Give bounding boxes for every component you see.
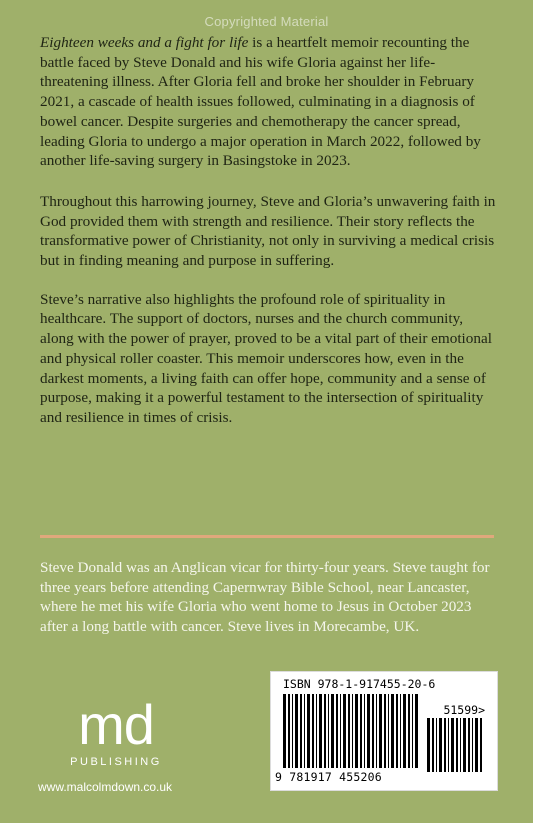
blurb-paragraph-1-text: is a heartfelt memoir recounting the battle faced by Steve Donald and his wife Gloria against her life-threatening illness. After Gloria fell and broke her shoulder in February 2021, a cascade of health issues followed, culminating in a diagnosis of bowel cancer. Despite surgeries and chemotherapy the cancer spread, leading Gloria to undergo a major operation in March 2022, followed by another life-saving surgery in Basingstoke in 2023. bbox=[40, 34, 481, 170]
publisher-logo bbox=[56, 693, 176, 768]
back-cover-blurb bbox=[40, 33, 498, 447]
book-title-italic: Eighteen weeks and a fight for life bbox=[40, 34, 249, 51]
publisher-logo-mark: md bbox=[78, 693, 154, 756]
price-code: 51599> bbox=[443, 703, 485, 717]
author-bio: Steve Donald was an Anglican vicar for thirty-four years. Steve taught for three years before attending Capernwray Bible School, near Lancaster, where he met his wife Gloria who went home to Jesus in October 2023 after a long battle with cancer. Steve lives in Morecambe, UK. bbox=[40, 559, 490, 636]
blurb-paragraph-2: Throughout this harrowing journey, Steve and Gloria’s unwavering faith in God provided them with strength and resilience. Their story reflects the transformative power of Christianity, not only in surviving a medical crisis but in finding meaning and purpose in suffering. bbox=[40, 192, 496, 270]
barcode-digits: 9 781917 455206 bbox=[275, 770, 382, 784]
barcode-main-bars bbox=[283, 694, 419, 768]
section-divider bbox=[40, 535, 494, 538]
isbn-barcode bbox=[270, 671, 498, 791]
blurb-paragraph-1 bbox=[40, 33, 498, 171]
copyright-watermark: Copyrighted Material bbox=[204, 14, 329, 29]
publisher-logo-subtitle: PUBLISHING bbox=[70, 756, 162, 768]
barcode-addon-bars bbox=[427, 718, 485, 772]
blurb-paragraph-3: Steve’s narrative also highlights the profound role of spirituality in healthcare. The support of doctors, nurses and the church community, along with the power of prayer, proved to be a vital part of their emotional and physical roller coaster. This memoir underscores how, even in the darkest moments, a living faith can offer hope, community and a sense of purpose, making it a powerful testament to the intersection of spirituality and resilience in times of crisis. bbox=[40, 290, 492, 426]
isbn-label: ISBN 978-1-917455-20-6 bbox=[283, 677, 436, 691]
publisher-website: www.malcolmdown.co.uk bbox=[38, 780, 173, 794]
